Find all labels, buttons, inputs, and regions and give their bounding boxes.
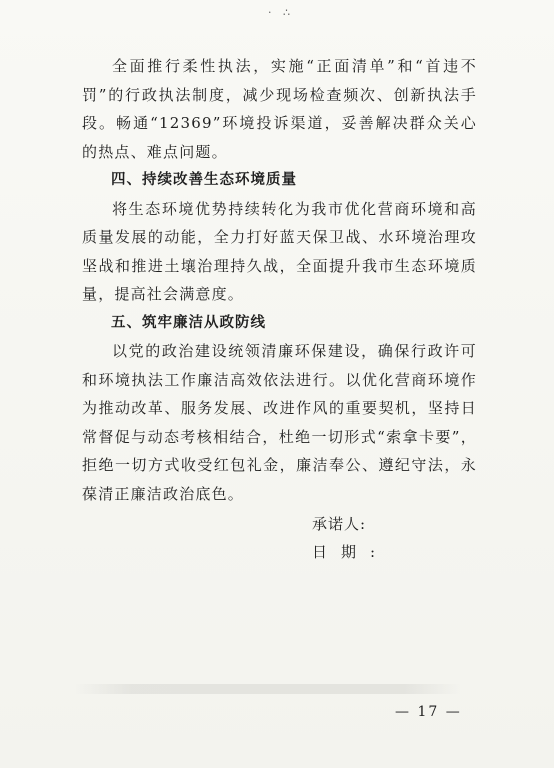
section-body-5: 以党的政治建设统领清廉环保建设，确保行政许可和环境执法工作廉洁高效依法进行。以优化营商环境作为推动改革、服务发展、改进作风的重要契机，坚持日常督促与动态考核相结合，杜绝一切形式“索拿卡要”，拒绝一切方式收受红包礼金，廉洁奉公、遵纪守法，永葆清正廉洁政治底色。	[82, 342, 477, 503]
promiser-label: 承诺人:	[312, 515, 367, 533]
document-body	[82, 52, 477, 508]
scan-bleed-through	[75, 684, 460, 694]
section-body-4: 将生态环境优势持续转化为我市优化营商环境和高质量发展的动能，全力打好蓝天保卫战、水环境治理攻坚战和推进土壤治理持久战，全面提升我市生态环境质量，提高社会满意度。	[82, 199, 477, 303]
page-number: — 17 —	[395, 704, 462, 720]
signature-block	[312, 510, 389, 566]
paragraph-enforcement: 全面推行柔性执法，实施“正面清单”和“首违不罚”的行政执法制度，减少现场检查频次、创新执法手段。畅通“12369”环境投诉渠道，妥善解决群众关心的热点、难点问题。	[82, 57, 477, 161]
date-label: 日期:	[312, 543, 390, 561]
scan-artifact-mark: · ∴	[268, 6, 294, 19]
section-heading-4: 四、持续改善生态环境质量	[111, 172, 297, 188]
section-heading-5: 五、筑牢廉洁从政防线	[111, 314, 266, 331]
